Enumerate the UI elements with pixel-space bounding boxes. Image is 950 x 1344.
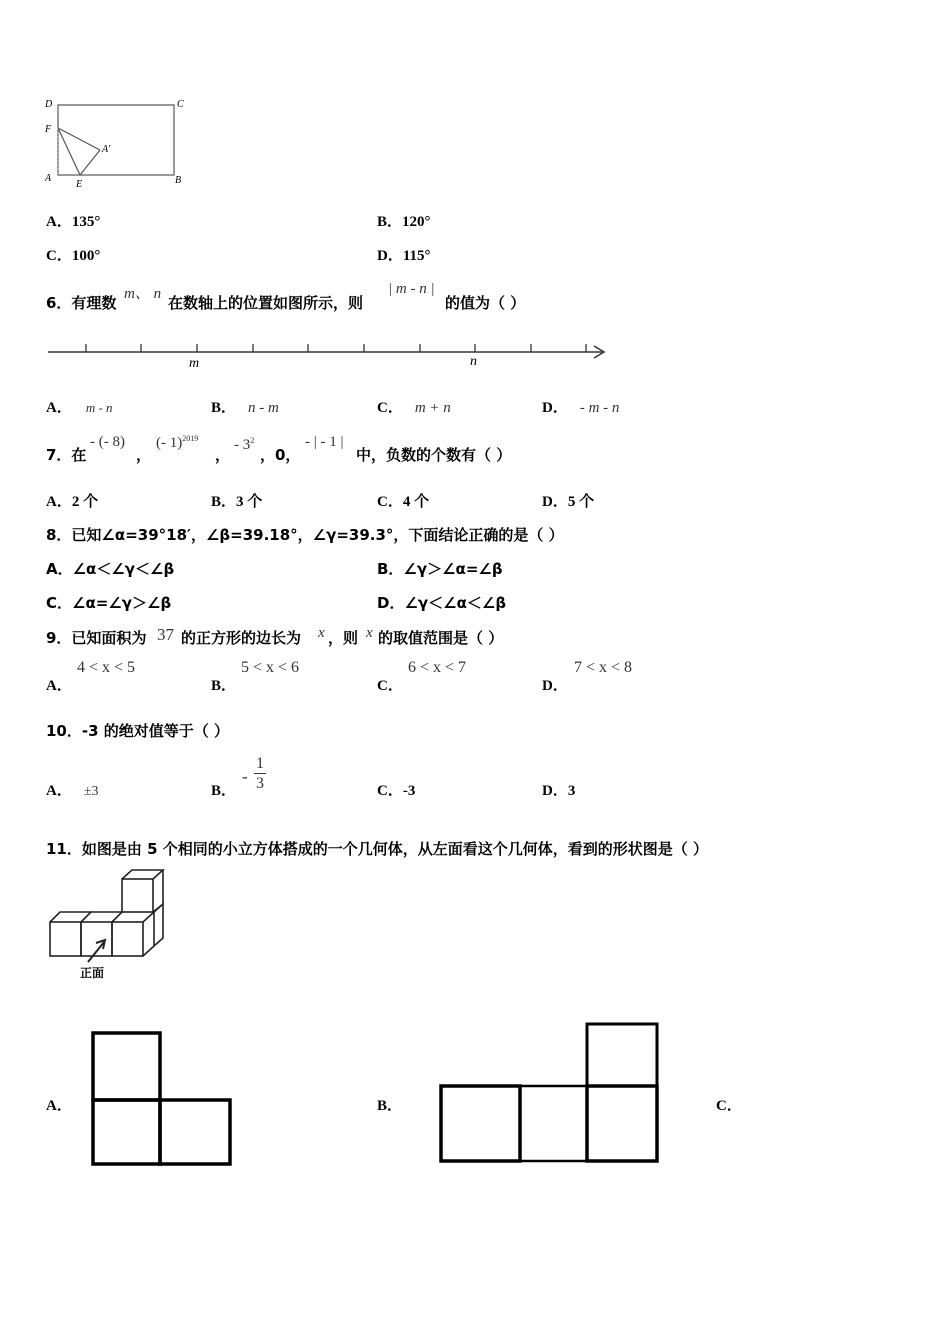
q7-sep1: ， — [136, 446, 152, 464]
q9-option-c-label[interactable]: C． — [377, 678, 403, 694]
q7-option-c[interactable]: C．4 个 — [377, 494, 430, 510]
q7-suffix: 中，负数的个数有（ ） — [356, 446, 512, 464]
label-F: F — [45, 124, 52, 135]
q9-suffix: 的取值范围是（ ） — [378, 629, 504, 647]
q11-stem: 11．如图是由 5 个相同的小立方体搭成的一个几何体，从左面看这个几何体，看到的形状图是（ ） — [46, 840, 708, 858]
q7-term3: - $3^2$ — [234, 436, 255, 453]
label-B: B — [175, 175, 182, 186]
q9-option-d-label[interactable]: D． — [542, 678, 568, 694]
q11-option-a-label[interactable]: A． — [46, 1098, 72, 1114]
axis-label-m: m — [189, 356, 200, 371]
q10-stem: 10．-3 的绝对值等于（ ） — [46, 722, 229, 740]
q7-option-b[interactable]: B．3 个 — [211, 494, 263, 510]
q7-option-a[interactable]: A．2 个 — [46, 494, 99, 510]
q6-option-b[interactable]: B． n - m — [211, 400, 279, 416]
q7-term2: (- 1)$^{2019}$ — [156, 434, 199, 451]
q11-cube-figure — [44, 866, 184, 986]
q5-option-b[interactable]: B．120° — [377, 214, 431, 230]
q9-option-b-label[interactable]: B． — [211, 678, 237, 694]
q5-option-d[interactable]: D．115° — [377, 248, 431, 264]
q7-term1: - (- 8) — [90, 434, 125, 450]
q9-var2: x — [366, 625, 373, 641]
q9-option-b-value[interactable]: 5 < x < 6 — [241, 659, 300, 676]
label-A-prime: A' — [102, 144, 111, 155]
q6-vars: m、 n — [124, 286, 162, 302]
q11-option-c-label[interactable]: C． — [716, 1098, 742, 1114]
label-D: D — [45, 99, 53, 110]
q9-area: 37 — [157, 625, 174, 644]
q11-option-a-figure[interactable] — [88, 1028, 238, 1170]
q7-sep3: ，0， — [260, 446, 301, 464]
q6-expr: | m - n | — [388, 281, 435, 297]
q6-option-d[interactable]: D． - m - n — [542, 400, 620, 416]
q7-sep2: ， — [215, 446, 231, 464]
label-E: E — [76, 179, 83, 190]
q6-prefix: 6．有理数 — [46, 294, 117, 312]
q6-number-line — [46, 338, 616, 370]
q9-option-c-value[interactable]: 6 < x < 7 — [408, 659, 467, 676]
label-A: A — [45, 173, 52, 184]
q9-option-a-value[interactable]: 4 < x < 5 — [77, 659, 136, 676]
q9-prefix: 9．已知面积为 — [46, 629, 147, 647]
q9-option-d-value[interactable]: 7 < x < 8 — [574, 659, 633, 676]
q6-option-c[interactable]: C． m + n — [377, 400, 451, 416]
q7-prefix: 7．在 — [46, 446, 87, 464]
q6-suffix: 的值为（ ） — [445, 294, 526, 312]
q10-option-b-sign[interactable]: - — [242, 767, 248, 786]
q11-option-b-label[interactable]: B． — [377, 1098, 403, 1114]
q6-middle: 在数轴上的位置如图所示，则 — [168, 294, 364, 312]
q8-option-b[interactable]: B．∠γ＞∠α=∠β — [377, 560, 503, 578]
q11-option-b-figure[interactable] — [436, 1019, 666, 1169]
q8-option-d[interactable]: D．∠γ＜∠α＜∠β — [377, 594, 507, 612]
front-label: 正面 — [80, 966, 105, 980]
q9-middle2: ，则 — [328, 629, 359, 647]
q10-option-b-label[interactable]: B． — [211, 783, 237, 799]
q10-option-a[interactable]: A． ±3 — [46, 783, 99, 799]
q5-option-a[interactable]: A．135° — [46, 214, 101, 230]
q10-option-d[interactable]: D．3 — [542, 783, 576, 799]
q10-option-b-fraction[interactable]: 1 3 — [256, 755, 264, 792]
q8-option-c[interactable]: C．∠α=∠γ＞∠β — [46, 594, 172, 612]
q8-stem: 8．已知∠α=39°18′，∠β=39.18°，∠γ=39.3°，下面结论正确的是（ ） — [46, 526, 564, 544]
q6-option-a[interactable]: A． m - n — [46, 400, 113, 416]
q9-var1: x — [318, 625, 325, 641]
label-C: C — [177, 99, 184, 110]
q9-option-a-label[interactable]: A． — [46, 678, 72, 694]
q8-option-a[interactable]: A．∠α＜∠γ＜∠β — [46, 560, 175, 578]
axis-label-n: n — [470, 354, 477, 369]
q5-rectangle-figure — [40, 95, 200, 195]
q7-option-d[interactable]: D．5 个 — [542, 494, 595, 510]
q10-option-c[interactable]: C．-3 — [377, 783, 416, 799]
q7-term4: - | - 1 | — [305, 434, 344, 450]
q5-option-c[interactable]: C．100° — [46, 248, 101, 264]
q9-middle: 的正方形的边长为 — [181, 629, 302, 647]
